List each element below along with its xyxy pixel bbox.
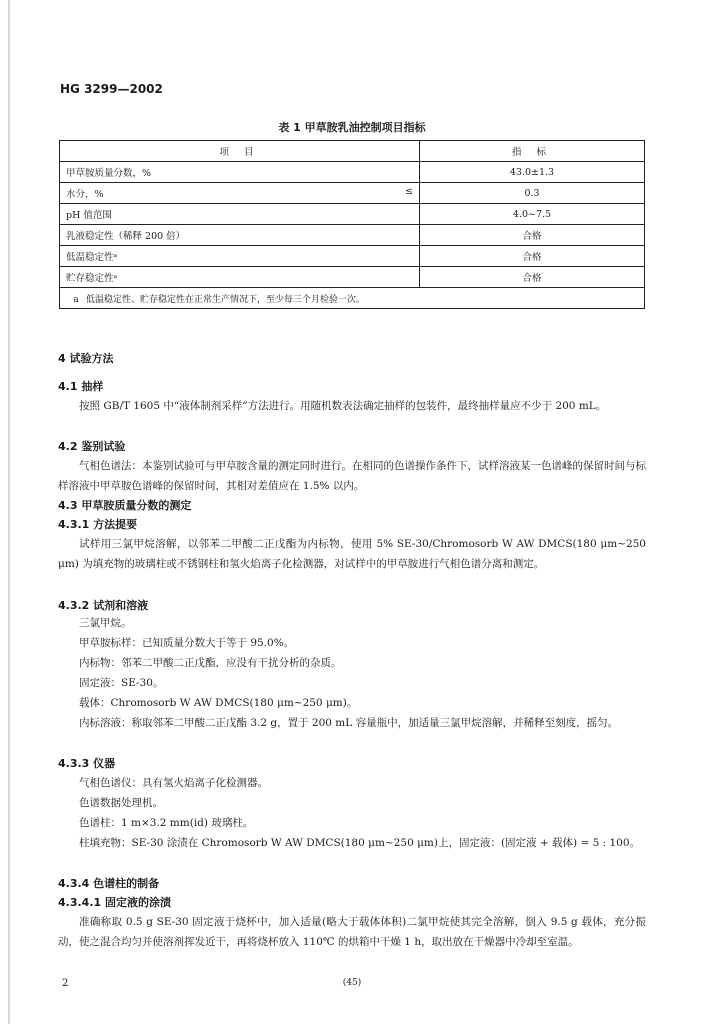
- table-row: [60, 162, 645, 183]
- footnote-text: 低温稳定性、贮存稳定性在正常生产情况下，至少每三个月检验一次。: [86, 294, 366, 305]
- section-4-3-3-heading: 4.3.3 仪器: [58, 757, 116, 770]
- reagent-item: 载体：Chromosorb W AW DMCS(180 μm~250 μm)。: [79, 697, 358, 709]
- section-4-2-heading: 4.2 鉴别试验: [58, 440, 126, 453]
- section-4-3-1-heading: 4.3.1 方法提要: [58, 518, 138, 531]
- section-4-3-4-1-text: 准确称取 0.5 g SE-30 固定液于烧杯中，加入适量(略大于载体体积)二氯甲烷使其完全溶解，倒入 9.5 g 载体，充分振动，使之混合均匀并使溶剂挥发近干，再将烧杯放入 110℃ 的烘箱中干燥 1 h，取出放在干燥器中冷却至室温。: [58, 916, 646, 948]
- row-value: 合格: [420, 225, 645, 246]
- row-item: 贮存稳定性ᵃ: [60, 267, 420, 288]
- row-value: 4.0~7.5: [420, 204, 645, 225]
- standard-number-header: HG 3299—2002: [60, 82, 163, 96]
- column-header-item: 项 目: [60, 141, 420, 162]
- section-4-3-4-1-heading: 4.3.4.1 固定液的涂渍: [58, 896, 171, 909]
- section-4-3-2-heading: 4.3.2 试剂和溶液: [58, 599, 149, 612]
- row-item: 水分，%: [66, 189, 104, 200]
- row-item: 低温稳定性ᵃ: [60, 246, 420, 267]
- instrument-item: 色谱柱：1 m×3.2 mm(id) 玻璃柱。: [79, 817, 254, 829]
- row-item: 甲草胺质量分数，%: [60, 162, 420, 183]
- row-item-cell: [60, 183, 420, 204]
- page-number: 2: [62, 978, 69, 989]
- column-packing-text: 柱填充物：SE-30 涂渍在 Chromosorb W AW DMCS(180 μm~250 μm)上，固定液：(固定液 + 载体) = 5 : 100。: [79, 837, 641, 849]
- table-header-row: [60, 141, 645, 162]
- row-value: 合格: [420, 246, 645, 267]
- row-item: pH 值范围: [60, 204, 420, 225]
- table-caption: 表 1 甲草胺乳油控制项目指标: [278, 121, 426, 134]
- row-value: 43.0±1.3: [420, 162, 645, 183]
- spec-table: [59, 140, 645, 309]
- instrument-item: 气相色谱仪：具有氢火焰离子化检测器。: [79, 777, 268, 789]
- section-4-3-heading: 4.3 甲草胺质量分数的测定: [58, 499, 192, 512]
- table-row: [60, 246, 645, 267]
- footnote-mark: a: [73, 294, 79, 305]
- column-header-value: 指 标: [420, 141, 645, 162]
- section-4-1-text: 按照 GB/T 1605 中“液体制剂采样”方法进行。用随机数表法确定抽样的包装件，最终抽样量应不少于 200 mL。: [79, 400, 607, 412]
- section-4-heading: 4 试验方法: [58, 352, 114, 365]
- scan-binding-edge: [8, 0, 10, 1024]
- section-4-3-1-text: 试样用三氯甲烷溶解，以邻苯二甲酸二正戊酯为内标物，使用 5% SE-30/Chromosorb W AW DMCS(180 μm~250 μm) 为填充物的玻璃柱或不锈钢柱和氢火焰离子化检测器，对试样中的甲草胺进行气相色谱分离和测定。: [58, 538, 646, 570]
- row-item: 乳液稳定性（稀释 200 倍）: [60, 225, 420, 246]
- table-row: [60, 267, 645, 288]
- row-value: 合格: [420, 267, 645, 288]
- section-4-3-4-heading: 4.3.4 色谱柱的制备: [58, 877, 160, 890]
- instrument-item: 色谱数据处理机。: [79, 797, 163, 809]
- internal-standard-solution-text: 内标溶液：称取邻苯二甲酸二正戊酯 3.2 g，置于 200 mL 容量瓶中，加适量三氯甲烷溶解，并稀释至刻度，摇匀。: [79, 717, 619, 729]
- table-row: [60, 204, 645, 225]
- table-row: [60, 225, 645, 246]
- reagent-item: 固定液：SE-30。: [79, 677, 164, 689]
- row-value: 0.3: [420, 183, 645, 204]
- reagent-item: 甲草胺标样：已知质量分数大于等于 95.0%。: [79, 637, 295, 649]
- reagent-item: 三氯甲烷。: [79, 617, 132, 629]
- reagent-item: 内标物：邻苯二甲酸二正戊酯，应没有干扰分析的杂质。: [79, 657, 342, 669]
- print-number: (45): [342, 978, 362, 988]
- section-4-1-heading: 4.1 抽样: [58, 380, 104, 393]
- table-footnote: [60, 288, 645, 309]
- table-footnote-row: [60, 288, 645, 309]
- section-4-2-text: 气相色谱法：本鉴别试验可与甲草胺含量的测定同时进行。在相同的色谱操作条件下，试样溶液某一色谱峰的保留时间与标样溶液中甲草胺色谱峰的保留时间，其相对差值应在 1.5% 以内。: [58, 460, 646, 492]
- row-condition: ≤: [405, 186, 413, 197]
- table-row: [60, 183, 645, 204]
